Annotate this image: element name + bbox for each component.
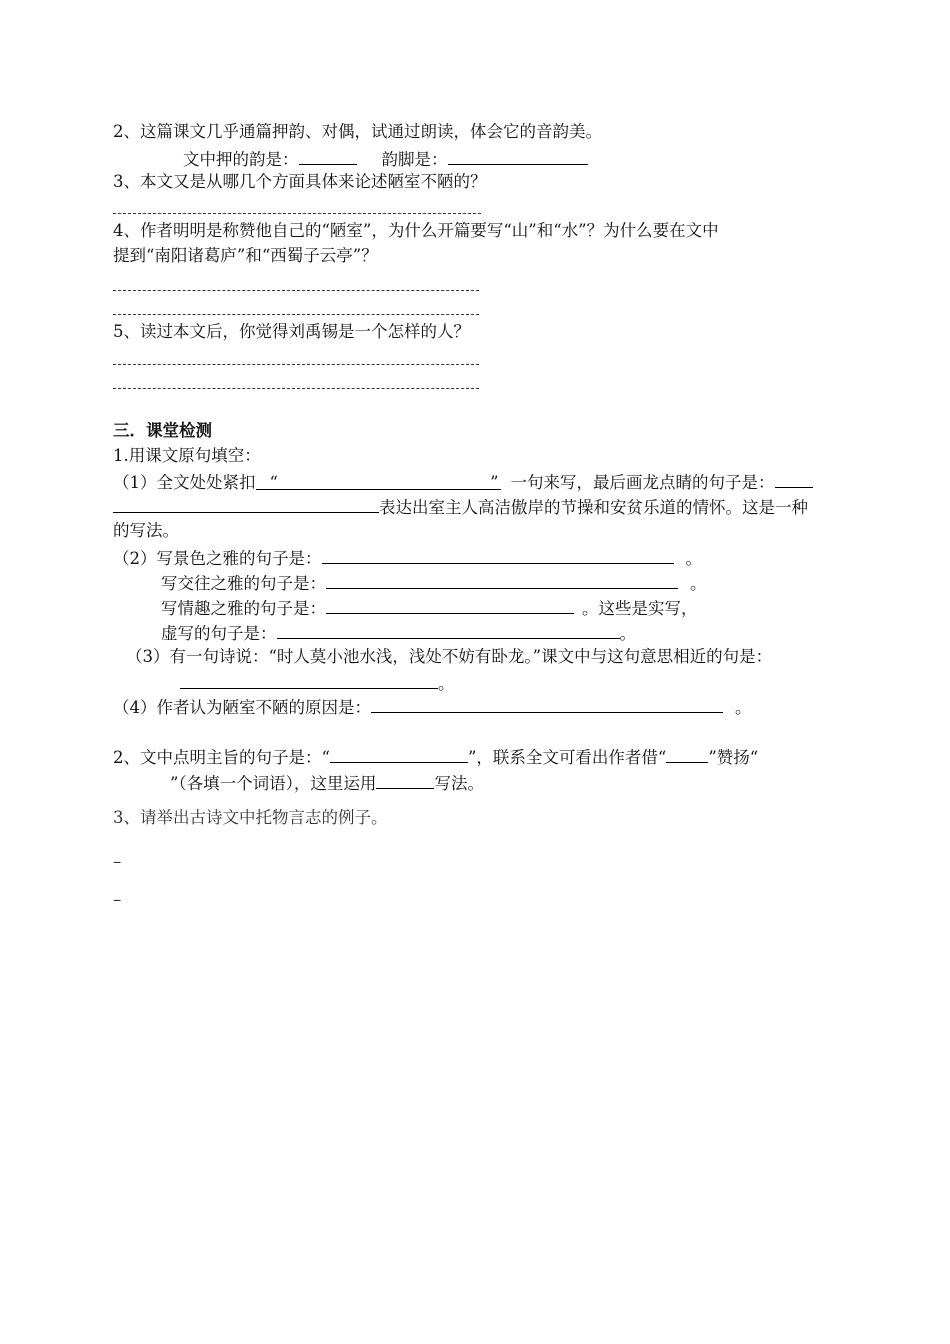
fill-blank[interactable] [113,494,379,513]
answer-line[interactable] [113,388,479,389]
question-2b-text: ”（各填一个词语），这里运用 [170,774,377,793]
question-4-line2: 提到“南阳诸葛庐”和“西蜀子云亭”？ [113,246,378,265]
question-5: 5、读过本文后，你觉得刘禹锡是一个怎样的人？ [113,322,470,341]
period: 。 [735,698,752,717]
fill-item-2-row3 [161,595,698,621]
fill-blank[interactable] [775,469,813,488]
question-2b-row1 [113,744,758,770]
fill-blank[interactable] [326,570,678,589]
period: 。 [438,674,455,693]
fill-blank[interactable] [330,744,468,763]
rhyme-foot-blank[interactable] [448,146,588,165]
fill-blank[interactable] [322,545,674,564]
section-title: 三．课堂检测 [113,421,212,440]
fill-item-2-row4 [161,620,636,646]
fill-item-1-text: 一句来写，最后画龙点睛的句子是： [510,473,775,492]
fill-item-1-row3: 的写法。 [113,521,179,540]
fill-item-3-row2 [180,670,455,696]
fill-item-2-label: （2）写景色之雅的句子是： [113,549,322,568]
question-2b-text: 2、文中点明主旨的句子是：“ [113,748,330,767]
fill-item-2-label: 写交往之雅的句子是： [161,574,326,593]
period: 。 [685,549,702,568]
answer-line[interactable] [113,314,479,315]
question-2b-row2 [170,770,484,796]
question-4-line1: 4、作者明明是称赞他自己的“陋室”，为什么开篇要写“山”和“水”？为什么要在文中 [113,221,719,240]
question-2: 2、这篇课文几乎通篇押韵、对偶，试通过朗读，体会它的音韵美。 [113,122,602,141]
dash-mark: – [113,852,122,871]
answer-line[interactable] [113,290,479,291]
fill-item-3-row1: （3）有一句诗说：“时人莫小池水浅，浅处不妨有卧龙。”课文中与这句意思相近的句是： [126,647,773,666]
fill-item-1-row1 [113,469,813,495]
rhyme-blank[interactable] [299,146,357,165]
fill-item-2-row2 [161,570,707,596]
fill-item-4 [113,694,752,720]
dash-mark: – [113,890,122,909]
question-2b-text: 写法。 [434,774,484,793]
quote-mark: ” [490,473,499,492]
question-3b: 3、请举出古诗文中托物言志的例子。 [113,808,388,827]
fill-item-2-text: 。这些是实写， [582,599,698,618]
period: 。 [619,624,636,643]
fill-blank[interactable] [180,670,438,689]
fill-blank[interactable] [256,471,501,490]
fill-item-1-row2 [113,494,808,520]
quote-mark: “ [269,473,278,492]
rhyme-row [183,146,588,172]
fill-item-2-label: 写情趣之雅的句子是： [161,599,326,618]
question-3: 3、本文又是从哪几个方面具体来论述陋室不陋的？ [113,172,487,191]
fill-item-2-label: 虚写的句子是： [161,624,277,643]
answer-line[interactable] [113,364,479,365]
question-2b-text: ”赞扬“ [708,748,759,767]
fill-item-1-text: 表达出室主人高洁傲岸的节操和安贫乐道的情怀。这是一种 [379,498,808,517]
fill-item-4-label: （4）作者认为陋室不陋的原因是： [113,698,371,717]
question-2b-text: ”，联系全文可看出作者借“ [467,748,667,767]
fill-blank[interactable] [376,770,434,789]
fill-blank[interactable] [371,694,723,713]
rhyme-foot-label: 韵脚是： [381,150,448,169]
fill-item-1-text: （1）全文处处紧扣 [113,473,256,492]
answer-line[interactable] [113,213,481,214]
fill-blank[interactable] [277,620,620,639]
period: 。 [690,574,707,593]
fill-instruction: 1.用课文原句填空： [113,446,261,465]
fill-blank[interactable] [666,744,708,763]
fill-blank[interactable] [326,595,574,614]
rhyme-label: 文中押的韵是： [183,150,299,169]
fill-item-2-row1 [113,545,702,571]
